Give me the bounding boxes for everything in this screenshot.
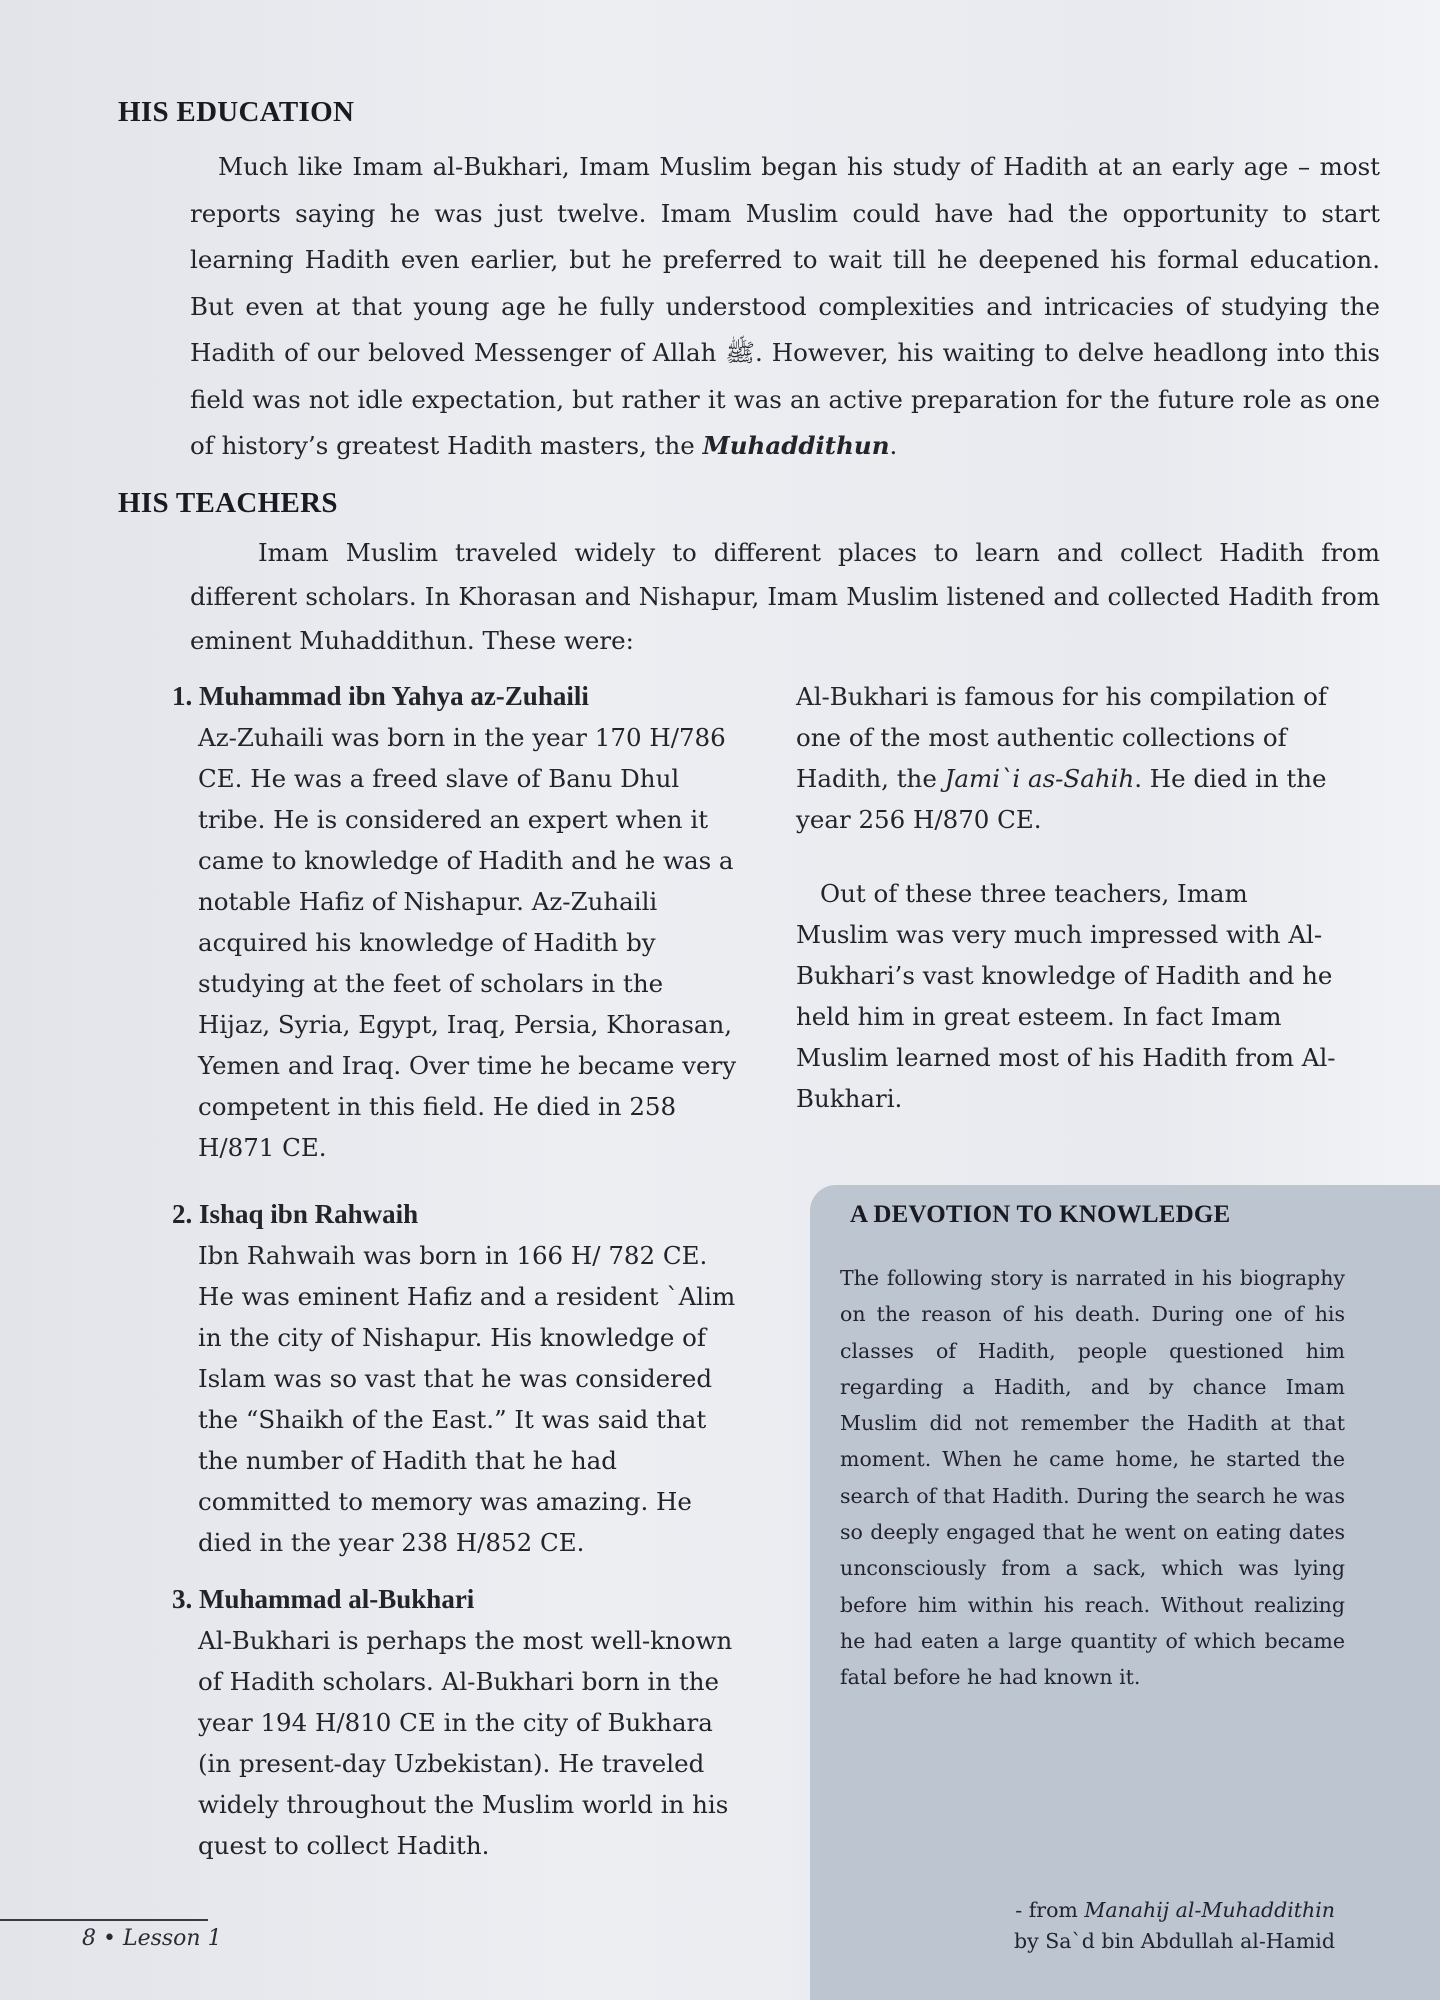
source-title: Manahij al-Muhaddithin — [1084, 1898, 1335, 1922]
sidebar-title: A DEVOTION TO KNOWLEDGE — [850, 1201, 1231, 1228]
right-column — [796, 676, 1341, 1119]
sidebar-story: The following story is narrated in his biography on the reason of his death. During one of his classes of Hadith, people questioned him regarding a Hadith, and by chance Imam Muslim did not remember the Hadith at that moment. When he came home, he started the search of that Hadith. During the search he was so deeply engaged that he went on eating dates unconsciously from a sack, which was lying before him within his reach. Without realizing he had eaten a large quantity of which became fatal before he had known it. — [840, 1266, 1345, 1690]
teacher-title: 2. Ishaq ibn Rahwaih — [172, 1199, 419, 1229]
teacher-title: 1. Muhammad ibn Yahya az-Zuhaili — [172, 681, 589, 711]
teacher-body: Ibn Rahwaih was born in 166 H/ 782 CE. He was eminent Hafiz and a resident `Alim in the city of Nishapur. His knowledge of Islam was so vast that he was considered the “Shaikh of the East.” It was said that the number of Hadith that he had committed to memory was amazing. He died in the year 238 H/852 CE. — [198, 1241, 736, 1557]
bukhari-text-end: . He died in the year 256 H/870 CE. — [796, 764, 1327, 834]
teacher-item — [172, 1579, 742, 1866]
teacher-body: Al-Bukhari is perhaps the most well-known of Hadith scholars. Al-Bukhari born in the year 194 H/810 CE in the city of Bukhara (in present-day Uzbekistan). He traveled widely throughout the Muslim world in his quest to collect Hadith. — [198, 1626, 733, 1860]
teacher-item — [172, 676, 742, 1168]
source-author: by Sa`d bin Abdullah al-Hamid — [1013, 1929, 1335, 1953]
education-paragraph — [190, 144, 1380, 470]
teacher-title: 3. Muhammad al-Bukhari — [172, 1584, 475, 1614]
teacher-item — [172, 1194, 742, 1563]
education-text: Much like Imam al-Bukhari, Imam Muslim began his study of Hadith at an early age – most reports saying he was just twelve. Imam Muslim could have had the opportunity to start learning Hadith even earlier, but he preferred to wait till he deepened his formal education. But even at that young age he fully understood complexities and intricacies of studying the Hadith of our beloved Messenger of Allah ﷺ. However, his waiting to delve headlong into this field was not idle expectation, but rather it was an active preparation for the future role as one of history’s greatest Hadith masters, the — [190, 152, 1380, 460]
bukhari-continuation — [796, 676, 1341, 840]
devotion-sidebar — [810, 1185, 1440, 2000]
source-prefix: - from — [1015, 1898, 1085, 1922]
teachers-heading: HIS TEACHERS — [118, 487, 338, 519]
jami-term: Jami`i as-Sahih — [944, 764, 1135, 793]
footer-rule — [0, 1919, 208, 1921]
education-text-end: . — [889, 431, 898, 460]
teachers-intro — [190, 531, 1380, 663]
teachers-intro-text: Imam Muslim traveled widely to different places to learn and collect Hadith from different scholars. In Khorasan and Nishapur, Imam Muslim listened and collected Hadith from eminent Muhaddithun. These were: — [190, 538, 1380, 655]
teachers-list — [172, 676, 742, 1866]
sidebar-source — [1014, 1895, 1335, 1957]
education-heading: HIS EDUCATION — [118, 96, 355, 128]
teacher-body: Az-Zuhaili was born in the year 170 H/786 CE. He was a freed slave of Banu Dhul tribe. He is considered an expert when it came to knowledge of Hadith and he was a notable Hafiz of Nishapur. Az-Zuhaili acquired his knowledge of Hadith by studying at the feet of scholars in the Hijaz, Syria, Egypt, Iraq, Persia, Khorasan, Yemen and Iraq. Over time he became very competent in this field. He died in 258 H/871 CE. — [198, 723, 737, 1162]
education-term: Muhaddithun — [702, 431, 890, 460]
teachers-summary: Out of these three teachers, Imam Muslim was very much impressed with Al- Bukhari’s vast knowledge of Hadith and he held him in great esteem. In fact Imam Muslim learned most of his Hadith from Al-Bukhari. — [796, 879, 1336, 1113]
page-footer: 8 • Lesson 1 — [82, 1926, 222, 1951]
bukhari-text: Al-Bukhari is famous for his compilation of one of the most authentic collections of Hadith, the — [796, 682, 1327, 793]
